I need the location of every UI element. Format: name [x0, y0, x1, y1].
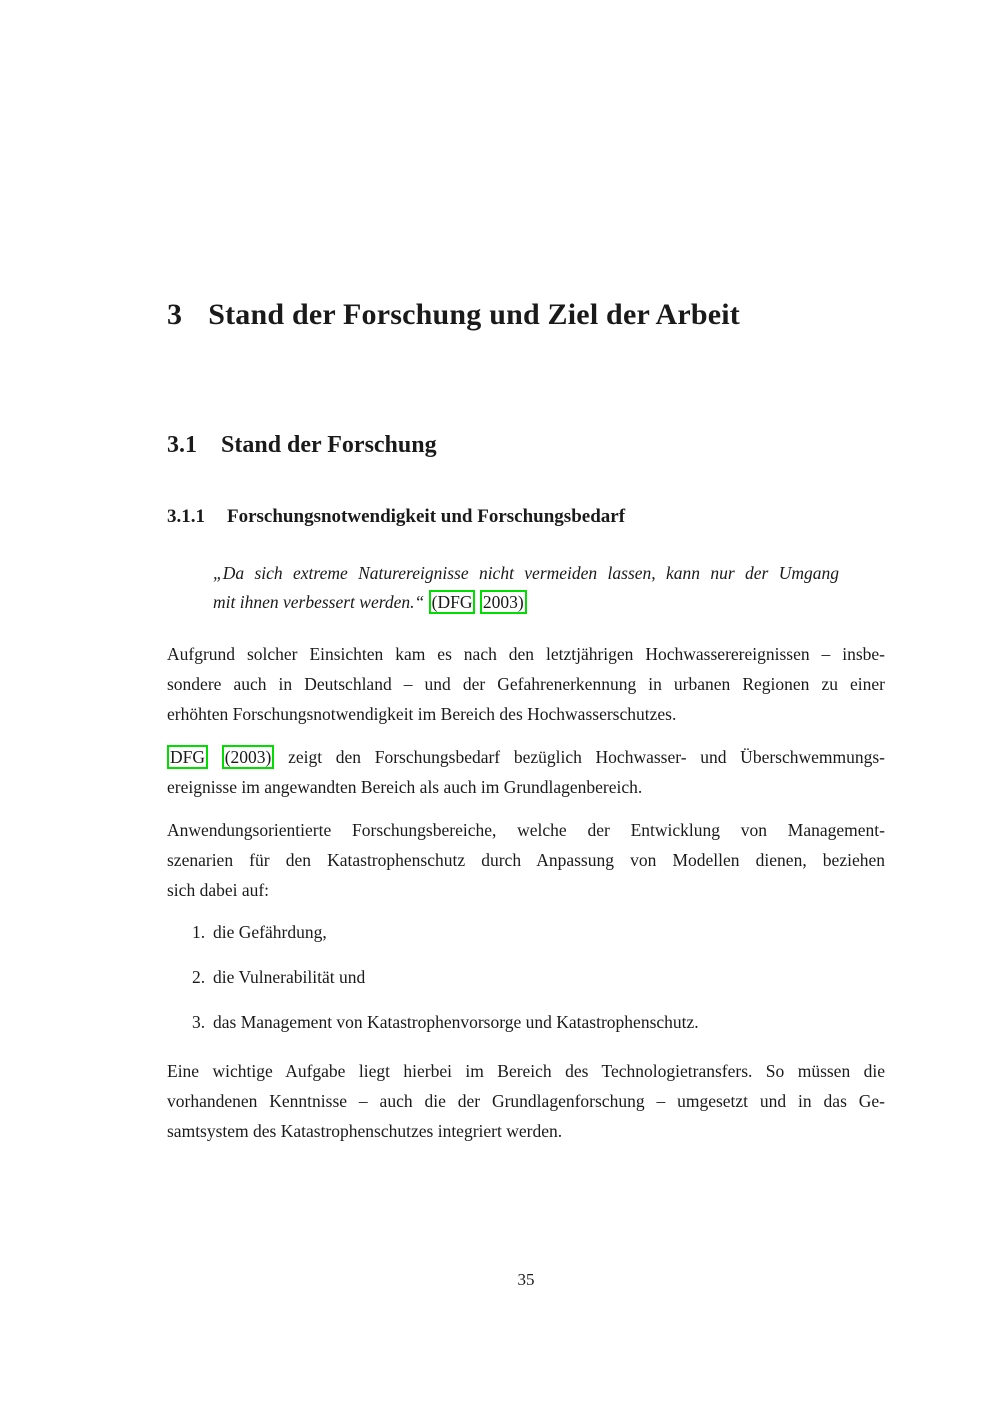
- paragraph-3-line-2: szenarien für den Katastrophenschutz durch Anpassung von Modellen dienen, beziehen: [167, 850, 885, 870]
- paragraph-1-line-1: Aufgrund solcher Einsichten kam es nach den letztjährigen Hochwasserereignissen – insbe-: [167, 644, 885, 664]
- paragraph-4-line-2: vorhandenen Kenntnisse – auch die der Grundlagenforschung – umgesetzt und in das Ge-: [167, 1091, 885, 1111]
- enumerated-list: [167, 917, 885, 1037]
- citation-dfg-2003: [429, 590, 527, 614]
- block-quote: [213, 559, 839, 617]
- subsection-heading: [167, 504, 885, 529]
- list-item-text: das Management von Katastrophenvorsorge und Katastrophenschutz.: [213, 1012, 699, 1032]
- paragraph-3-line-3: sich dabei auf:: [167, 880, 270, 900]
- section-number: 3.1: [167, 432, 197, 458]
- paragraph-2-line-2: ereignisse im angewandten Bereich als auch im Grundlagenbereich.: [167, 777, 643, 797]
- list-item-number: 2.: [192, 967, 206, 987]
- list-item: [167, 917, 885, 947]
- paragraph-2-line-1: [167, 742, 885, 772]
- paragraph-1: [167, 639, 885, 729]
- section-title: Stand der Forschung: [221, 432, 437, 458]
- citation-year-link[interactable]: (2003): [222, 745, 275, 769]
- paragraph-1-line-3: erhöhten Forschungsnotwendigkeit im Bereich des Hochwasserschutzes.: [167, 704, 677, 724]
- citation-year-link[interactable]: 2003): [480, 590, 527, 614]
- section-heading: [167, 430, 885, 460]
- paragraph-2: [167, 742, 885, 802]
- citation-author-link[interactable]: (DFG: [429, 590, 476, 614]
- subsection-number: 3.1.1: [167, 506, 205, 527]
- paragraph-1-line-2: sondere auch in Deutschland – und der Gefahrenerkennung in urbanen Regionen zu einer: [167, 674, 885, 694]
- quote-line-1: „Da sich extreme Naturereignisse nicht vermeiden lassen, kann nur der Umgang: [213, 563, 839, 583]
- paragraph-3-line-1: Anwendungsorientierte Forschungsbereiche, welche der Entwicklung von Management-: [167, 820, 885, 840]
- text-block: [167, 296, 885, 1146]
- list-item-text: die Vulnerabilität und: [213, 967, 366, 987]
- page-number: 35: [517, 1270, 535, 1289]
- paragraph-4-line-3: samtsystem des Katastrophenschutzes integriert werden.: [167, 1121, 563, 1141]
- subsection-title: Forschungsnotwendigkeit und Forschungsbedarf: [227, 506, 626, 527]
- list-item-number: 1.: [192, 922, 206, 942]
- citation-author-link[interactable]: DFG: [167, 745, 208, 769]
- list-item-number: 3.: [192, 1012, 206, 1032]
- chapter-title: Stand der Forschung und Ziel der Arbeit: [208, 298, 740, 331]
- quote-line-2: [213, 588, 839, 617]
- paragraph-2-line-1-text: zeigt den Forschungsbedarf bezüglich Hochwasser- und Überschwemmungs-: [288, 747, 885, 767]
- paragraph-4-line-1: Eine wichtige Aufgabe liegt hierbei im Bereich des Technologietransfers. So müssen die: [167, 1061, 885, 1081]
- list-item-text: die Gefährdung,: [213, 922, 327, 942]
- chapter-number: 3: [167, 298, 183, 331]
- list-item: [167, 962, 885, 992]
- chapter-heading: [167, 296, 885, 334]
- paragraph-4: [167, 1056, 885, 1146]
- paragraph-3: [167, 815, 885, 905]
- quote-line-2-text: mit ihnen verbessert werden.“: [213, 592, 425, 612]
- list-item: [167, 1007, 885, 1037]
